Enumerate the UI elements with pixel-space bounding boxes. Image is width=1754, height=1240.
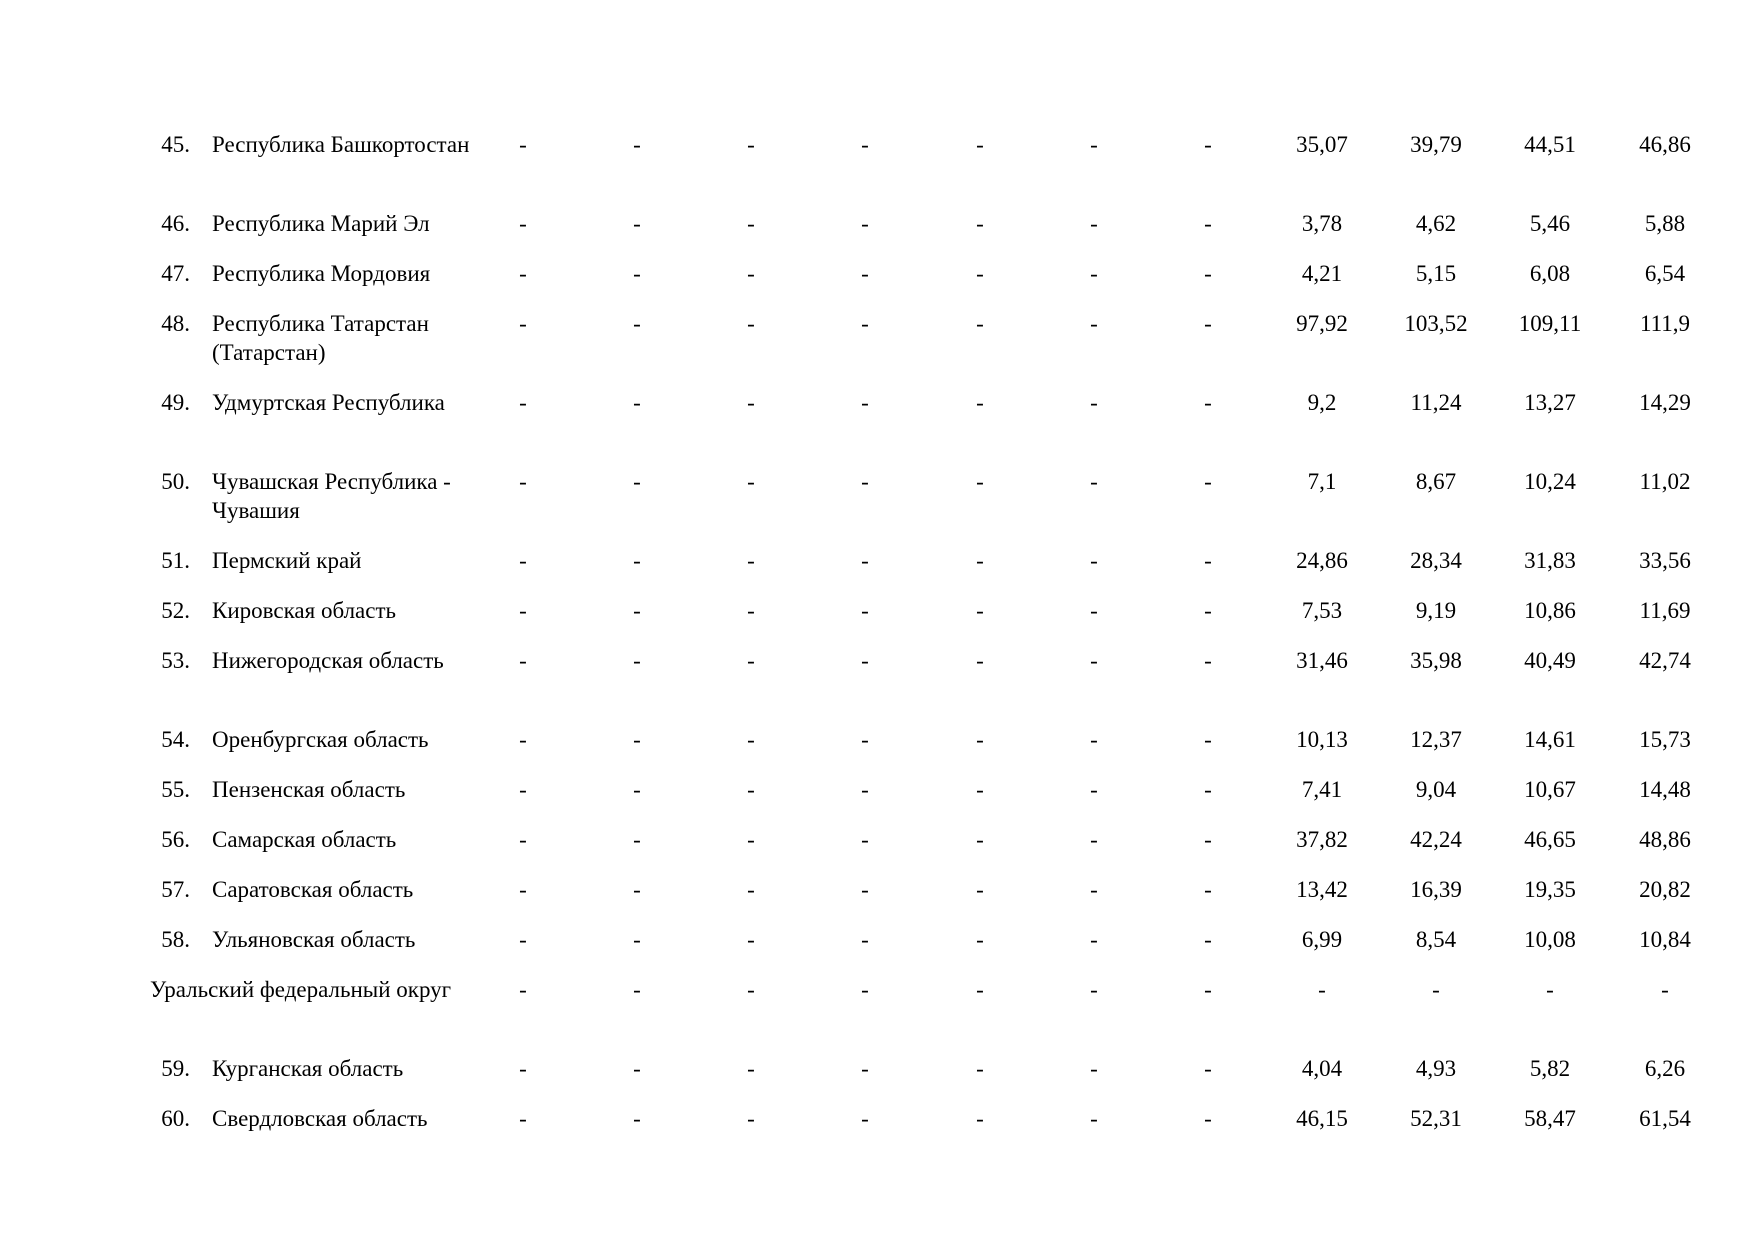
value-cell: - [633,1106,641,1131]
value-cell: 4,04 [1301,1056,1343,1081]
row-number: 60. [161,1106,190,1131]
value-cell: - [1090,977,1098,1002]
value-cell: - [1204,548,1212,573]
value-cell: - [633,311,641,336]
value-cell: - [861,827,869,852]
value-cell: - [1204,648,1212,673]
value-cell: 11,02 [1639,469,1691,494]
value-cell: - [976,977,984,1002]
value-cell: 14,61 [1524,727,1576,752]
row-number: 56. [161,827,190,852]
value-cell: 48,86 [1639,827,1691,852]
region-name: Курганская область [212,1056,404,1081]
table-row [0,767,1754,817]
federal-district-name: Уральский федеральный округ [150,977,452,1002]
region-name: Саратовская область [212,877,414,902]
value-cell: - [976,598,984,623]
region-name: Чувашская Республика - Чувашия [212,469,451,523]
value-cell: - [861,927,869,952]
value-cell: 37,82 [1296,827,1348,852]
value-cell: - [633,1056,641,1081]
value-cell: 9,19 [1415,598,1457,623]
value-cell: - [633,977,641,1002]
value-cell: - [976,927,984,952]
value-cell: - [861,727,869,752]
value-cell: - [1204,977,1212,1002]
value-cell: 5,82 [1529,1056,1571,1081]
value-cell: 13,27 [1524,390,1576,415]
region-name: Пермский край [212,548,362,573]
value-cell: - [1090,777,1098,802]
value-cell: 5,46 [1529,211,1571,236]
value-cell: - [976,827,984,852]
value-cell: 9,04 [1415,777,1457,802]
value-cell: 52,31 [1410,1106,1462,1131]
value-cell: - [1204,927,1212,952]
value-cell: 19,35 [1524,877,1576,902]
region-name: Самарская область [212,827,397,852]
row-number: 49. [161,390,190,415]
value-cell: 11,69 [1639,598,1691,623]
value-cell: - [861,390,869,415]
value-cell: 10,84 [1639,927,1691,952]
value-cell: - [1090,727,1098,752]
value-cell: - [976,727,984,752]
value-cell: - [747,548,755,573]
table-row [0,1046,1754,1096]
value-cell: - [519,598,527,623]
value-cell: 4,93 [1415,1056,1457,1081]
value-cell: 97,92 [1296,311,1348,336]
region-name: Ульяновская область [212,927,416,952]
value-cell: - [861,1106,869,1131]
table-row [0,251,1754,301]
value-cell: 35,07 [1296,132,1348,157]
value-cell: - [1090,1056,1098,1081]
value-cell: - [519,777,527,802]
region-name: Республика Мордовия [212,261,431,286]
value-cell: - [1204,261,1212,286]
value-cell: - [861,469,869,494]
value-cell: - [747,977,755,1002]
value-cell: 9,2 [1307,390,1337,415]
value-cell: 10,86 [1524,598,1576,623]
value-cell: 6,54 [1644,261,1686,286]
row-number: 46. [161,211,190,236]
value-cell: - [747,311,755,336]
value-cell: 7,41 [1301,777,1343,802]
value-cell: - [633,548,641,573]
value-cell: 8,67 [1415,469,1457,494]
value-cell: - [1090,877,1098,902]
value-cell: - [976,469,984,494]
value-cell: 12,37 [1410,727,1462,752]
value-cell: - [976,548,984,573]
value-cell: - [519,211,527,236]
value-cell: - [1204,727,1212,752]
value-cell: - [747,927,755,952]
value-cell: 42,24 [1410,827,1462,852]
value-cell: - [1090,827,1098,852]
value-cell: - [747,390,755,415]
table-row [0,588,1754,638]
value-cell: 40,49 [1524,648,1576,673]
row-number: 59. [161,1056,190,1081]
value-cell: - [747,1056,755,1081]
value-cell: - [633,469,641,494]
table-row [0,817,1754,867]
value-cell: 14,29 [1639,390,1691,415]
region-name: Кировская область [212,598,397,623]
value-cell: - [633,777,641,802]
value-cell: - [1090,469,1098,494]
value-cell: - [633,598,641,623]
value-cell: - [861,261,869,286]
region-name: Нижегородская область [212,648,444,673]
row-number: 45. [161,132,190,157]
value-cell: - [976,211,984,236]
value-cell: - [519,1106,527,1131]
value-cell: 5,88 [1644,211,1686,236]
region-name: Пензенская область [212,777,406,802]
row-number: 57. [161,877,190,902]
value-cell: 24,86 [1296,548,1348,573]
value-cell: - [633,132,641,157]
value-cell: - [747,777,755,802]
table-row [0,459,1754,538]
value-cell: 10,67 [1524,777,1576,802]
value-cell: - [519,469,527,494]
value-cell: 10,24 [1524,469,1576,494]
value-cell: - [861,132,869,157]
region-name: Свердловская область [212,1106,428,1131]
value-cell: - [519,877,527,902]
value-cell: - [976,311,984,336]
value-cell: - [1204,877,1212,902]
value-cell: 42,74 [1639,648,1691,673]
region-name: Республика Татарстан (Татарстан) [212,311,429,365]
value-cell: - [519,548,527,573]
value-cell: 7,53 [1301,598,1343,623]
value-cell: 33,56 [1639,548,1691,573]
table-row [0,1096,1754,1146]
value-cell: 13,42 [1296,877,1348,902]
value-cell: - [861,598,869,623]
value-cell: 16,39 [1410,877,1462,902]
value-cell: - [1090,311,1098,336]
value-cell: - [861,648,869,673]
value-cell: - [861,211,869,236]
value-cell: - [1204,598,1212,623]
value-cell: 10,13 [1296,727,1348,752]
district-header-row [0,967,1754,1046]
value-cell: 109,11 [1518,311,1582,336]
table-row [0,717,1754,767]
region-name: Оренбургская область [212,727,429,752]
value-cell: 4,21 [1301,261,1343,286]
value-cell: 46,15 [1296,1106,1348,1131]
value-cell: - [519,132,527,157]
value-cell: - [1090,927,1098,952]
region-name: Республика Башкортостан [212,132,470,157]
value-cell: - [861,877,869,902]
table-row [0,201,1754,251]
value-cell: - [861,1056,869,1081]
value-cell: 31,46 [1296,648,1348,673]
table-row [0,301,1754,380]
row-number: 47. [161,261,190,286]
value-cell: 8,54 [1415,927,1457,952]
value-cell: - [861,777,869,802]
value-cell: - [747,727,755,752]
value-cell: - [976,648,984,673]
value-cell: - [633,261,641,286]
value-cell: - [747,211,755,236]
value-cell: - [519,977,527,1002]
row-number: 48. [161,311,190,336]
value-cell: - [519,827,527,852]
table-row [0,122,1754,201]
value-cell: 5,15 [1415,261,1457,286]
value-cell: - [633,877,641,902]
value-cell: - [976,261,984,286]
value-cell: - [861,977,869,1002]
regions-table [0,122,1754,1146]
value-cell: - [519,648,527,673]
value-cell: 46,86 [1639,132,1691,157]
value-cell: - [1661,977,1669,1002]
value-cell: 103,52 [1404,311,1468,336]
value-cell: - [633,390,641,415]
value-cell: - [633,211,641,236]
value-cell: - [1318,977,1326,1002]
value-cell: - [1090,261,1098,286]
value-cell: 28,34 [1410,548,1462,573]
value-cell: - [1204,777,1212,802]
row-number: 58. [161,927,190,952]
value-cell: - [976,777,984,802]
value-cell: - [1432,977,1440,1002]
value-cell: - [519,727,527,752]
value-cell: - [976,1106,984,1131]
row-number: 50. [161,469,190,494]
value-cell: - [1546,977,1554,1002]
row-number: 51. [161,548,190,573]
value-cell: - [519,261,527,286]
value-cell: 6,26 [1644,1056,1686,1081]
value-cell: - [747,598,755,623]
value-cell: - [861,548,869,573]
value-cell: - [747,261,755,286]
value-cell: 44,51 [1524,132,1576,157]
value-cell: - [519,390,527,415]
table-row [0,380,1754,459]
value-cell: - [1090,548,1098,573]
value-cell: - [1204,1056,1212,1081]
value-cell: 14,48 [1639,777,1691,802]
table-row [0,867,1754,917]
value-cell: 6,08 [1529,261,1571,286]
value-cell: - [747,877,755,902]
value-cell: - [1204,211,1212,236]
value-cell: 3,78 [1301,211,1343,236]
table-row [0,538,1754,588]
value-cell: - [519,311,527,336]
value-cell: - [633,648,641,673]
value-cell: 11,24 [1410,390,1462,415]
value-cell: 35,98 [1410,648,1462,673]
row-number: 54. [161,727,190,752]
value-cell: - [747,1106,755,1131]
value-cell: - [1090,390,1098,415]
value-cell: - [633,827,641,852]
value-cell: 4,62 [1415,211,1457,236]
value-cell: - [976,877,984,902]
region-name: Удмуртская Республика [212,390,445,415]
table-row [0,638,1754,717]
value-cell: - [1204,827,1212,852]
value-cell: - [1204,1106,1212,1131]
region-name: Республика Марий Эл [212,211,430,236]
value-cell: - [1090,1106,1098,1131]
value-cell: 20,82 [1639,877,1691,902]
value-cell: - [1090,132,1098,157]
value-cell: - [519,927,527,952]
value-cell: - [1204,469,1212,494]
value-cell: - [1090,211,1098,236]
table-row [0,917,1754,967]
value-cell: - [1204,132,1212,157]
value-cell: 7,1 [1307,469,1337,494]
value-cell: - [519,1056,527,1081]
value-cell: - [976,1056,984,1081]
value-cell: - [1090,598,1098,623]
value-cell: - [861,311,869,336]
value-cell: - [976,390,984,415]
value-cell: 31,83 [1524,548,1576,573]
value-cell: - [976,132,984,157]
row-number: 53. [161,648,190,673]
value-cell: 46,65 [1524,827,1576,852]
value-cell: 39,79 [1410,132,1462,157]
row-number: 52. [161,598,190,623]
value-cell: 10,08 [1524,927,1576,952]
row-number: 55. [161,777,190,802]
value-cell: 6,99 [1301,927,1343,952]
value-cell: 58,47 [1524,1106,1576,1131]
value-cell: - [1204,390,1212,415]
value-cell: 61,54 [1639,1106,1691,1131]
value-cell: 111,9 [1639,311,1691,336]
value-cell: - [747,827,755,852]
value-cell: - [1204,311,1212,336]
value-cell: - [1090,648,1098,673]
value-cell: - [747,469,755,494]
value-cell: - [633,927,641,952]
value-cell: - [747,132,755,157]
value-cell: - [747,648,755,673]
value-cell: - [633,727,641,752]
value-cell: 15,73 [1639,727,1691,752]
